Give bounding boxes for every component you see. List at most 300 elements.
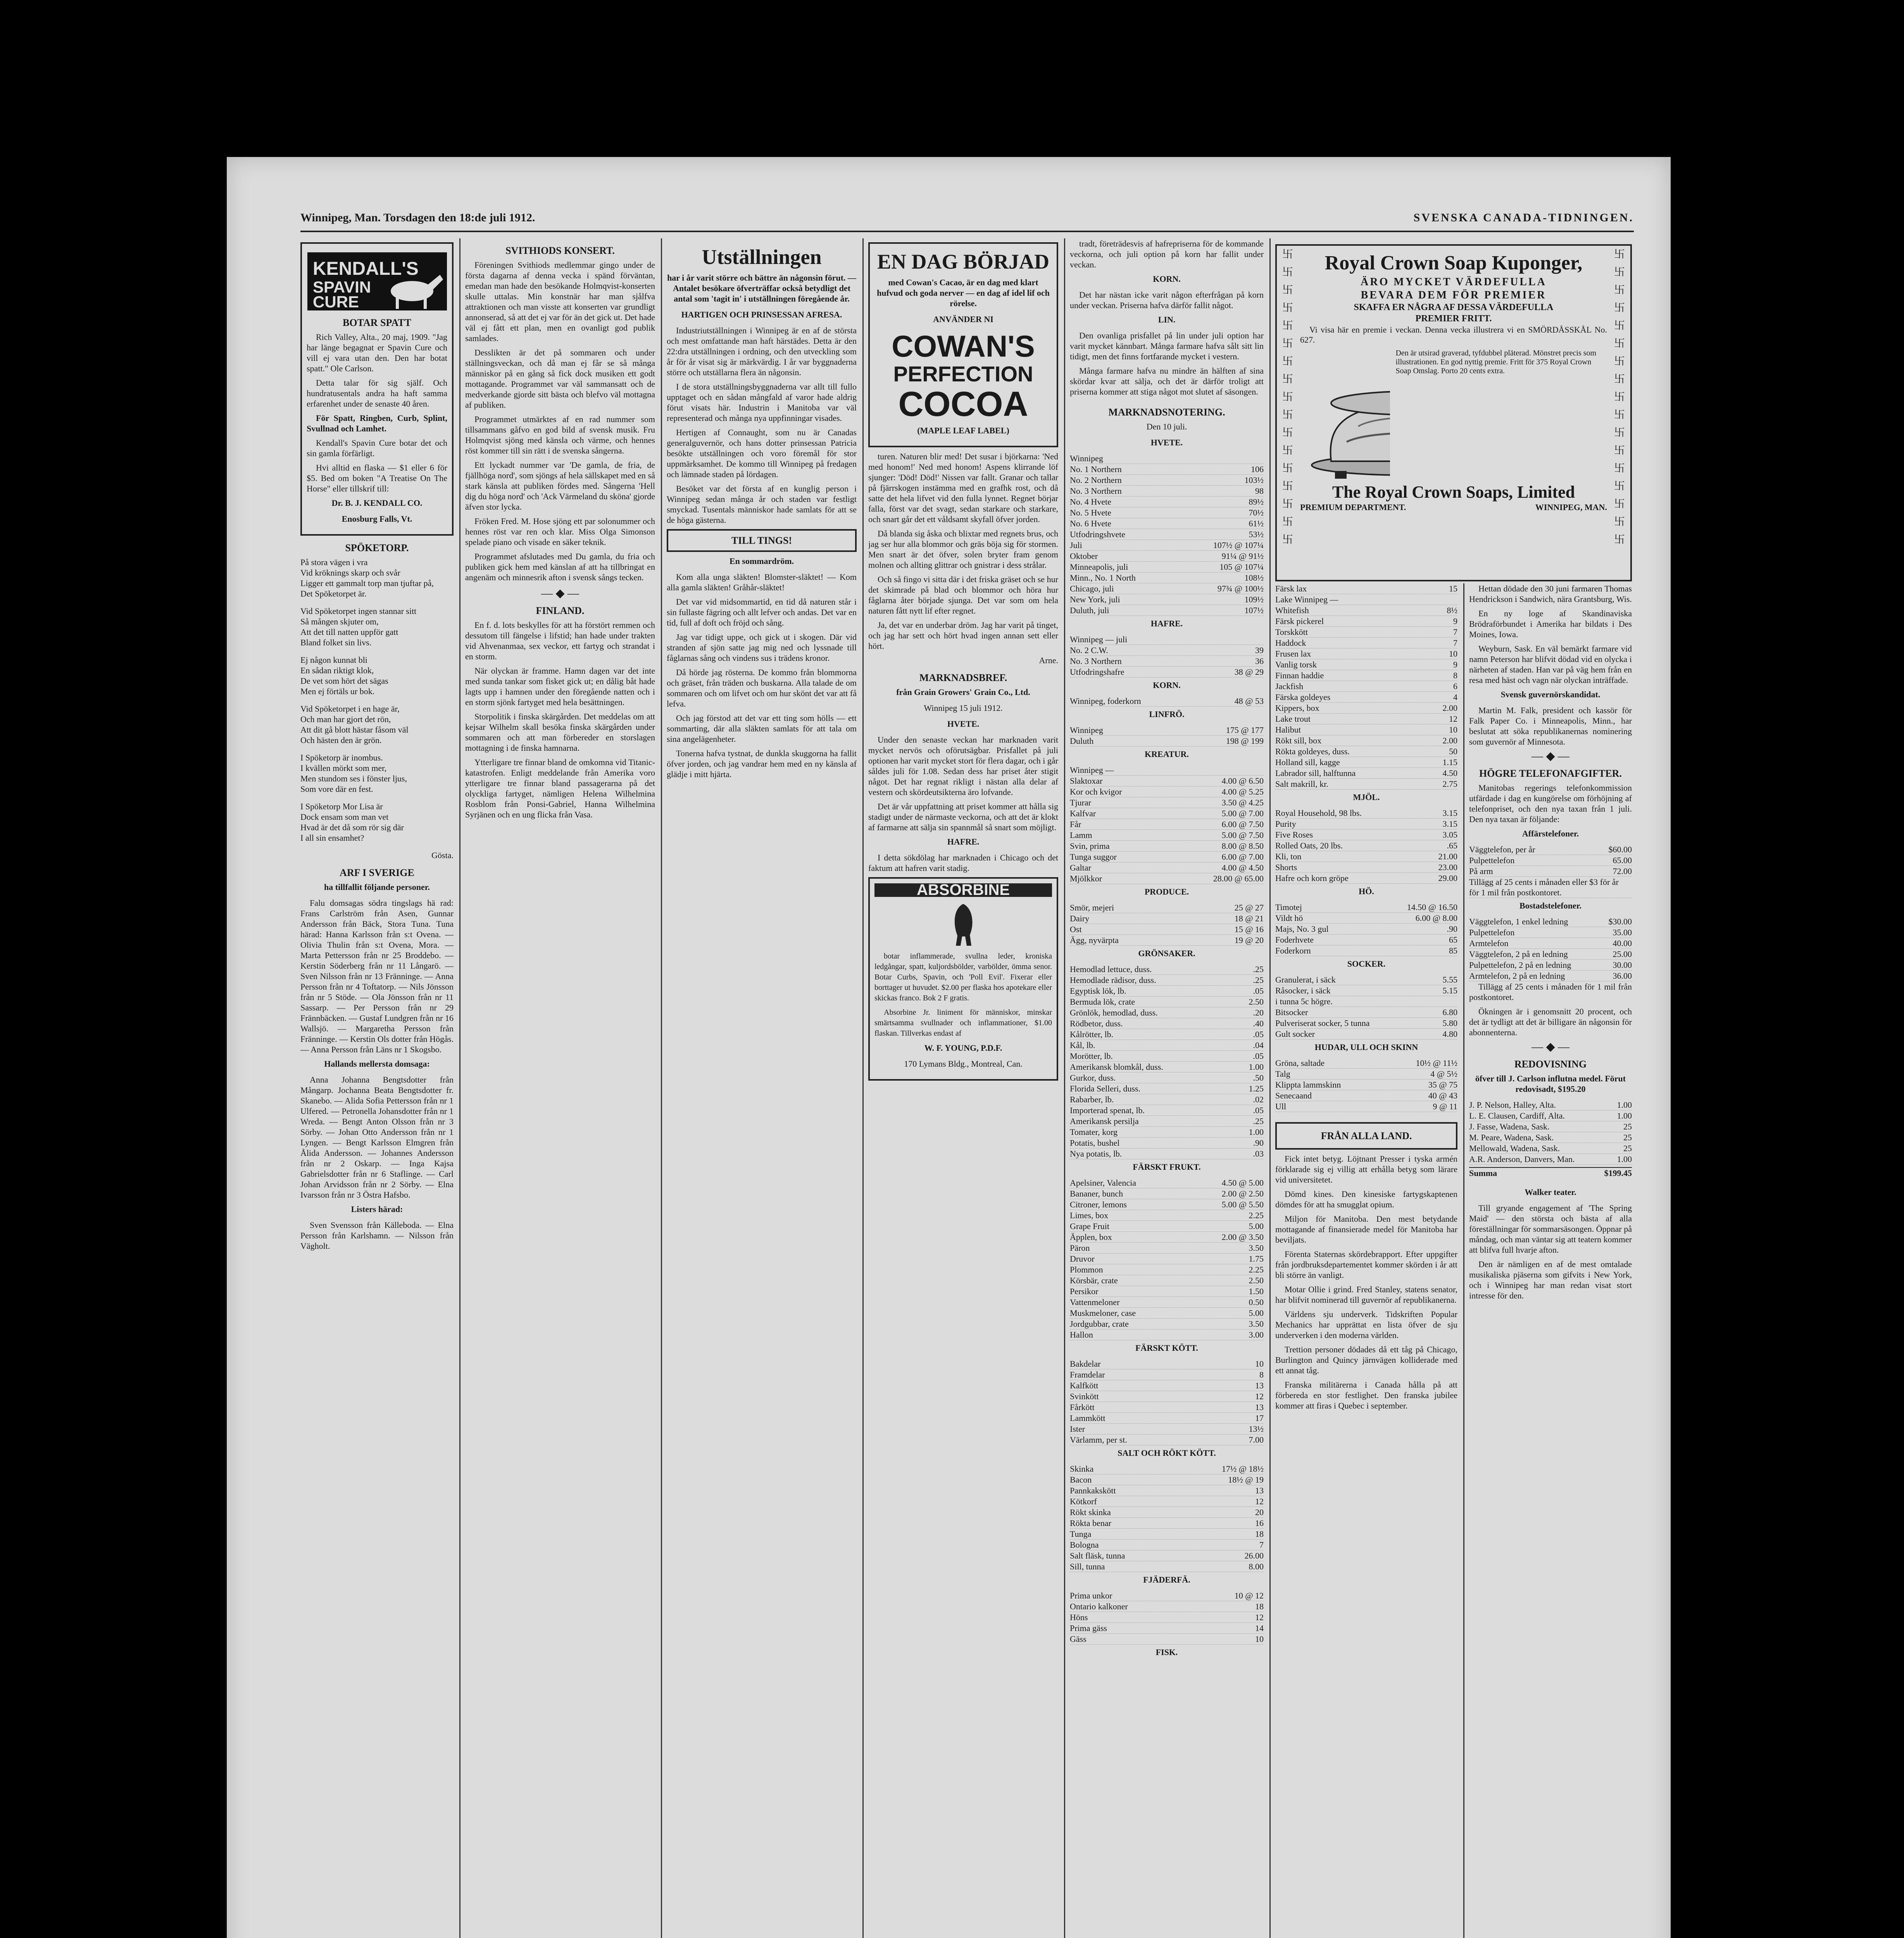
list-row-label: Vanlig torsk [1275, 660, 1317, 669]
list-row-value: 3.00 [1249, 1330, 1264, 1340]
list-row-label: Persikor [1070, 1286, 1099, 1296]
article-paragraph: Under den senaste veckan har marknaden varit mycket nervös och oförutsägbar. Prisfallet på juli optionen har varit mycket stort för flera dagar, och i går såldes juli för 1.08. Sedan dess har priset åter stigit något. Det har regnat rikligt i nästan alla delar af vestern och skördeutsikterna äro lofvande. [868, 735, 1058, 797]
list-row-label: Tunga [1070, 1529, 1092, 1539]
arf-sub: ha tillfallit följande personer. [324, 882, 430, 892]
article-paragraph: Det är vår uppfattning att priset kommer att hålla sig stadigt under de närmaste veckorna, och att det är klokt af farmarne att sälja sin spannmål så snart som möjligt. [868, 802, 1058, 832]
absorbine-company: W. F. YOUNG, P.D.F. [924, 1043, 1002, 1053]
list-row-label: Kippers, box [1275, 703, 1319, 713]
article-paragraph: I detta sökdölag har marknaden i Chicago och det faktum att hafren varit stadig. [868, 853, 1058, 873]
list-row [1070, 1464, 1264, 1474]
list-row-label: L. E. Clausen, Cardiff, Alta. [1469, 1111, 1565, 1121]
list-row-value: 12 [1449, 714, 1457, 724]
list-row-label: Rolled Oats, 20 lbs. [1275, 841, 1343, 850]
list-row-value: 2.00 [1442, 703, 1457, 713]
list-row [1070, 1286, 1264, 1297]
list-row-value: 7 [1259, 1540, 1264, 1550]
list-row-label: i tunna 5c högre. [1275, 997, 1333, 1006]
royal-footer [1300, 502, 1607, 512]
list-row [1275, 935, 1457, 945]
list-row-label: Fårkött [1070, 1402, 1095, 1412]
market-section-title: KORN. [1153, 680, 1181, 690]
list-row-value: 8 [1453, 671, 1457, 680]
list-row-label: Minn., No. 1 North [1070, 573, 1136, 583]
list-row-value: 15 [1449, 584, 1457, 593]
list-row-value: 6.00 @ 7.50 [1221, 819, 1264, 829]
list-row-label: No. 1 Northern [1070, 464, 1122, 474]
list-row [1070, 1413, 1264, 1424]
divider: — ◆ — [1531, 750, 1570, 762]
article-paragraph: Och så fingo vi sitta där i det friska gräset och se hur det skimrade på blad och blommor och höra hur fåglarna åter började sjunga. Det var som om hela naturen fått nytt lif efter regnet. [868, 574, 1058, 616]
list-row [1070, 964, 1264, 975]
list-row-value: 12 [1255, 1612, 1264, 1622]
royal-sub: PREMIER FRITT. [1415, 314, 1492, 324]
list-row-label: På arm [1469, 866, 1493, 876]
list-row-value [1261, 634, 1264, 645]
list-row-label: Höns [1070, 1612, 1088, 1622]
list-row-label: Prima unkor [1070, 1591, 1112, 1600]
list-row-value: 6.00 @ 7.00 [1221, 852, 1264, 862]
list-row-label: Utfodringshvete [1070, 529, 1125, 539]
list-row-value: 25 @ 27 [1234, 903, 1264, 912]
list-row-label: Importerad spenat, lb. [1070, 1105, 1145, 1115]
column-3 [667, 238, 857, 1938]
list-row-label: Svinkött [1070, 1391, 1099, 1401]
royal-sub: BEVARA DEM FÖR PREMIER [1361, 289, 1547, 301]
list-row-value: .05 [1253, 1105, 1264, 1115]
list-row-label: Nya potatis, lb. [1070, 1149, 1122, 1159]
list-row-label: Pannkakskött [1070, 1486, 1116, 1495]
list-row [1070, 453, 1264, 464]
list-row-label: Foderhvete [1275, 935, 1314, 945]
list-row [1469, 866, 1632, 877]
list-row-label: Kalfkött [1070, 1381, 1099, 1390]
list-row-label: Talg [1275, 1069, 1290, 1079]
list-row [1275, 985, 1457, 996]
market-list [1070, 964, 1264, 1159]
list-row-value: 91¼ @ 91½ [1221, 551, 1264, 561]
list-row-value: 4.50 [1442, 768, 1457, 778]
list-row [1275, 1069, 1457, 1079]
list-row-value: 0.50 [1249, 1297, 1264, 1307]
list-row [1070, 1474, 1264, 1485]
poem-stanza: I Spöketorp är inombus. I kvällen mörkt som mer, Men stundom ses i fönster ljus, Som vore där en fest. [300, 753, 407, 794]
market-section-title: HVETE. [1150, 438, 1183, 447]
list-row [1070, 1612, 1264, 1623]
royal-sub: SKAFFA ER NÅGRA AF DESSA VÄRDEFULLA [1354, 302, 1554, 312]
list-row-value: .25 [1253, 1116, 1264, 1126]
list-row-label: J. Fasse, Wadena, Sask. [1469, 1122, 1550, 1131]
list-row [1070, 1253, 1264, 1264]
article-paragraph: Jag var tidigt uppe, och gick ut i skogen. Där vid stranden af sjön satte jag mig ned och lyssnade till fåglarnas sång och vindens sus i trädens kronor. [667, 632, 857, 663]
article-paragraph: Hertigen af Connaught, som nu är Canadas generalguvernör, och hans dotter prinsessan Patricia besökte utställningen och voro föremål för stor uppmärksamhet. De kommo till Winnipeg på fredagen och lämnade staden på lördagen. [667, 428, 857, 479]
list-row-value: 7 [1453, 638, 1457, 648]
list-row-value: 1.50 [1249, 1286, 1264, 1296]
list-row-label: Senecaand [1275, 1091, 1312, 1100]
list-row-value: 14 [1255, 1623, 1264, 1633]
article-paragraph: I de stora utställningsbyggnaderna var allt till fullo upptaget och en sådan mångfald af varor hade aldrig förut visats här. Industrin i Manitoba var väl representerad och många nya uppfinningar visades. [667, 382, 857, 423]
article-paragraph: Det var vid midsommartid, en tid då naturen står i sin fullaste fägring och allt lefver och andas. Det var en tid, full af doft och fröjd och sång. [667, 597, 857, 628]
article-title: REDOVISNING [1514, 1059, 1587, 1070]
list-row [1275, 1101, 1457, 1112]
list-row-value: 9 [1453, 660, 1457, 669]
list-row [1070, 1188, 1264, 1199]
article-signature: Arne. [1039, 655, 1058, 665]
article-subtitle: KORN. [1153, 274, 1181, 284]
list-row-label: Shorts [1275, 862, 1297, 872]
list-row-value: 5.00 [1249, 1308, 1264, 1318]
article-paragraph: Weyburn, Sask. En väl bemärkt farmare vid namn Peterson har blifvit dödad vid en olycka i närheten af staden. Han var på väg hem från en resa med häst och vagn när olyckan inträffade. [1469, 644, 1632, 685]
article-paragraph: Programmet afslutades med Du gamla, du fria och publiken gick hem med känslan af att ha tillbringat en angenäm och minnesrik afton i svensk sångs tecken. [465, 552, 655, 582]
list-row [1070, 1210, 1264, 1221]
list-row [1070, 540, 1264, 551]
list-row-label: Plommon [1070, 1265, 1103, 1274]
column-1 [300, 238, 454, 1938]
list-row-value: .02 [1253, 1095, 1264, 1104]
list-row [1070, 1634, 1264, 1645]
list-row-value: 72.00 [1613, 866, 1632, 876]
market-title: MARKNADSNOTERING. [1108, 407, 1225, 418]
list-row-value: 1.25 [1249, 1084, 1264, 1093]
royal-title: Royal Crown Soap Kuponger, [1325, 252, 1583, 274]
royal-city: WINNIPEG, MAN. [1535, 502, 1607, 512]
list-row-value: 5.00 @ 7.00 [1221, 809, 1264, 818]
list-row-value: .90 [1447, 924, 1457, 934]
list-row-value: .25 [1253, 975, 1264, 985]
list-row-label: Duluth [1070, 736, 1094, 746]
list-row-label: Duluth, juli [1070, 605, 1109, 615]
absorbine-title: ABSORBINE [874, 883, 1052, 897]
list-row-label: Torskkött [1275, 627, 1308, 637]
list-row-value: 3.50 [1249, 1319, 1264, 1329]
list-row [1070, 808, 1264, 819]
article-title: MARKNADSBREF. [919, 672, 1007, 683]
list-row [1070, 1007, 1264, 1018]
list-row [1275, 681, 1457, 692]
column-rule [1064, 238, 1065, 1938]
donation-total [1469, 1167, 1632, 1178]
list-row-value: 65.00 [1613, 855, 1632, 865]
list-row-value: 2.25 [1249, 1265, 1264, 1274]
list-row-label: Florida Selleri, duss. [1070, 1084, 1141, 1093]
market-list [1070, 1359, 1264, 1445]
list-row [1070, 464, 1264, 475]
article-paragraph: Förenta Staternas skördebrapport. Efter uppgifter från jordbruksdepartementet kommer skörden i år att bli större än vanligt. [1275, 1249, 1457, 1280]
article-paragraph: Industriutställningen i Winnipeg är en af de största och mest omfattande man haft härstädes. Detta är den 22:dra utställningen i ordning, och den utveckling som år för år visat sig är märkvärdig. I år var byggnaderna större och utställarna flera än någonsin. [667, 326, 857, 377]
list-row-value: 198 @ 199 [1226, 736, 1264, 746]
list-row [1469, 1100, 1632, 1110]
list-row [1275, 851, 1457, 862]
poem-stanza: Vid Spöketorpet i en hage är, Och man har gjort det rön, Att dit gå blott hästar fåsom väl Och hästen den är grön. [300, 704, 409, 745]
list-row-label: Apelsiner, Valencia [1070, 1178, 1136, 1188]
cowans-uses: ANVÄNDER NI [933, 314, 993, 324]
article-subtitle: HAFRE. [947, 837, 980, 847]
list-row-label: Winnipeg, foderkorn [1070, 696, 1141, 706]
arf-text: Falu domsagas södra tingslags hä rad: Frans Carlström från Asen, Gunnar Andersson från Bäck, Stora Tuna. Tuna härad: Hanna Karlsson från s:t Ovena. — Olivia Thulin från s:t Ovena, Mora. — Marta Pettersson från nr 25 Broddebo. — Kerstin Söderberg från nr 11 Långarö. — Sven Nilsson från nr 13 Fränninge. — Anna Persson från nr 4 Toftatorp. — Nils Jönsson från nr 5 Stöde. — Ola Jönsson från nr 11 Sassarp. — Per Persson från nr 29 Frännbäcken. — Gustaf Lundgren från nr 16 Wallsjö. — Margaretha Persson från Fränninge. — Kerstin Ols dotter från Högås. — Anna Persson från Läns nr 1 Skogsbo. [300, 898, 454, 1054]
list-row [1275, 714, 1457, 724]
list-row-label: Päron [1070, 1243, 1090, 1253]
list-row-label: Bacon [1070, 1475, 1092, 1485]
article-title: SVITHIODS KONSERT. [505, 245, 615, 256]
list-row-label: Salt fläsk, tunna [1070, 1551, 1125, 1560]
list-row-label: Rökta goldeyes, duss. [1275, 747, 1350, 756]
list-row [1275, 605, 1457, 616]
article-subtitle: Walker teater. [1525, 1187, 1576, 1197]
svg-text:KENDALL'S: KENDALL'S [312, 259, 419, 279]
list-row [1070, 1319, 1264, 1329]
list-row [1070, 852, 1264, 862]
list-row-value: 38 @ 29 [1234, 667, 1264, 677]
list-row-value: 16 [1255, 1518, 1264, 1528]
list-row-label: Gult socker [1275, 1029, 1315, 1039]
list-row-label: Kålrötter, lb. [1070, 1029, 1114, 1039]
list-row-value: 107½ @ 107¼ [1213, 540, 1264, 550]
list-row-value: 25 [1623, 1133, 1632, 1142]
list-row [1469, 916, 1632, 927]
list-row-label: M. Peare, Wadena, Sask. [1469, 1133, 1554, 1142]
list-row-value: 97¾ @ 100½ [1217, 584, 1264, 593]
list-row-value: 18 [1255, 1602, 1264, 1611]
market-section-title: FJÄDERFÄ. [1143, 1575, 1190, 1585]
market-section-title: GRÖNSAKER. [1138, 948, 1195, 958]
list-row-value [1455, 996, 1457, 1007]
list-row [1070, 1138, 1264, 1148]
cowans-brand: COCOA [898, 385, 1028, 424]
list-row-label: Hafre och korn gröpe [1275, 873, 1349, 883]
list-row-label: Väggtelefon, per år [1469, 845, 1535, 854]
list-row [1275, 1018, 1457, 1029]
list-row [1469, 1154, 1632, 1165]
list-row [1275, 902, 1457, 913]
list-row [1275, 945, 1457, 956]
list-row [1070, 1329, 1264, 1340]
list-row [1070, 873, 1264, 884]
list-row [1275, 583, 1457, 594]
list-row [1469, 960, 1632, 971]
list-row-label: Tunga suggor [1070, 852, 1117, 862]
list-row-label: Klippta lammskinn [1275, 1080, 1341, 1090]
list-row-value: 6.80 [1442, 1007, 1457, 1017]
list-row [1070, 1297, 1264, 1308]
list-row-label: No. 4 Hvete [1070, 497, 1111, 507]
list-row-label: Framdelar [1070, 1370, 1105, 1379]
list-row [1275, 1058, 1457, 1069]
market-section-title: SOCKER. [1347, 959, 1386, 969]
list-row-value: 48 @ 53 [1234, 696, 1264, 706]
list-row [1469, 844, 1632, 855]
list-row-label: Chicago, juli [1070, 584, 1114, 593]
list-row-label: Oktober [1070, 551, 1098, 561]
list-row-label: Ägg, nyvärpta [1070, 935, 1119, 945]
list-row-value: 18½ @ 19 [1228, 1475, 1264, 1485]
list-row-label: Råsocker, i säck [1275, 986, 1331, 995]
article-subtitle: Affärstelefoner. [1522, 829, 1579, 838]
list-row [1070, 656, 1264, 667]
list-row-value: 5.80 [1442, 1018, 1457, 1028]
list-row [1070, 1051, 1264, 1062]
column-4 [868, 238, 1058, 1938]
list-row-value: 5.00 @ 5.50 [1221, 1200, 1264, 1209]
market-section-title: HUDAR, ULL OCH SKINN [1314, 1042, 1418, 1052]
list-row [1070, 1178, 1264, 1188]
list-row-label: Kor och kvigor [1070, 787, 1122, 797]
list-row [1070, 1094, 1264, 1105]
list-row-label: Minneapolis, juli [1070, 562, 1128, 572]
article-paragraph: Ett lyckadt nummer var 'De gamla, de fria, de fjällhöga nord', som sjöngs af hela sällskapet med en så stark känsla att publiken fördes med. Sångerna 'Hell dig du höga nord' och 'Ack Värmeland du sköna' gjorde äfven stor lycka. [465, 460, 655, 512]
list-row-value: 13½ [1249, 1424, 1264, 1434]
list-row [1275, 768, 1457, 779]
list-row [1070, 1590, 1264, 1601]
list-row-value: 10½ @ 11½ [1416, 1058, 1457, 1068]
list-row-value: 4.80 [1442, 1029, 1457, 1039]
list-row-label: Citroner, lemons [1070, 1200, 1127, 1209]
list-row [1469, 938, 1632, 949]
masthead [300, 207, 1634, 232]
list-row [1070, 572, 1264, 583]
article-subtitle: från Grain Growers' Grain Co., Ltd. [896, 687, 1030, 697]
list-row-label: Ontario kalkoner [1070, 1602, 1128, 1611]
svg-text:SPAVIN: SPAVIN [312, 278, 371, 296]
list-row [1070, 765, 1264, 776]
list-row [1070, 1199, 1264, 1210]
list-row-value: 26.00 [1244, 1551, 1264, 1560]
list-row-value: .05 [1253, 1029, 1264, 1039]
list-row [1070, 529, 1264, 540]
list-row-value: 8 [1259, 1370, 1264, 1379]
list-row [1070, 1359, 1264, 1369]
article-subtitle: Svensk guvernörskandidat. [1500, 690, 1600, 699]
masthead-title: SVENSKA CANADA-TIDNINGEN. [1413, 211, 1634, 224]
list-row [1469, 971, 1632, 981]
list-row [1070, 935, 1264, 946]
list-row [1070, 975, 1264, 986]
article-title: HÖGRE TELEFONAFGIFTER. [1479, 768, 1622, 779]
article-paragraph: Miljon för Manitoba. Den mest betydande mottagande af finansierade medel för Manitoba har beviljats. [1275, 1214, 1457, 1245]
list-row [1275, 670, 1457, 681]
list-row-label: Finnan haddie [1275, 671, 1324, 680]
list-row [1070, 862, 1264, 873]
list-row-label: Majs, No. 3 gul [1275, 924, 1329, 934]
list-row [1070, 1518, 1264, 1529]
market-list [1070, 1590, 1264, 1645]
list-row-label: No. 6 Hvete [1070, 519, 1111, 528]
list-row-label: No. 3 Northern [1070, 486, 1122, 496]
list-row [1275, 616, 1457, 627]
list-row-label: Timotej [1275, 902, 1302, 912]
market-list [1070, 725, 1264, 747]
list-row-label: A.R. Anderson, Danvers, Man. [1469, 1154, 1575, 1164]
absorbine-text: Absorbine Jr. liniment för människor, minskar smärtsamma svullnader och inflammationer, $1.00 flaskan. Tillverkas endast af [874, 1008, 1052, 1038]
list-row [1070, 507, 1264, 518]
list-row [1070, 551, 1264, 562]
list-row-value: 3.15 [1442, 819, 1457, 829]
donation-total-value: $199.45 [1604, 1168, 1632, 1178]
article-paragraph: Tillägg af 25 cents i månaden för 1 mil från postkontoret. [1469, 982, 1632, 1002]
list-row-label: No. 2 C.W. [1070, 645, 1108, 655]
column-rule [661, 238, 662, 1938]
list-row-label: J. P. Nelson, Halley, Alta. [1469, 1100, 1556, 1110]
list-row-value: 25 [1623, 1122, 1632, 1131]
article-paragraph: Storpolitik i finska skärgården. Det meddelas om att kejsar Wilhelm skall besöka finska skärgården under sommaren och att man förbereder en storslagen mottagning i de finska hamnarna. [465, 712, 655, 753]
list-row [1070, 819, 1264, 830]
list-row-value: 108½ [1244, 573, 1264, 583]
list-row-value: .50 [1253, 1073, 1264, 1083]
list-row-label: Väggtelefon, 2 på en ledning [1469, 949, 1568, 959]
list-row-value: .05 [1253, 1051, 1264, 1061]
poem-stanza: Vid Spöketorpet ingen stannar sitt Så mången skjuter om, Att det till natten uppför gatt Bland folket sin livs. [300, 606, 417, 647]
market-section-title: PRODUCE. [1144, 887, 1189, 897]
list-row-value: .03 [1253, 1149, 1264, 1159]
list-row-label: Haddock [1275, 638, 1306, 648]
cowans-brand: PERFECTION [893, 362, 1033, 386]
list-row-label: Rabarber, lb. [1070, 1095, 1114, 1104]
list-row-label: Labrador sill, halftunna [1275, 768, 1356, 778]
list-row-label: Rökt sill, box [1275, 736, 1322, 745]
list-row [1070, 594, 1264, 605]
market-section-title: SALT OCH RÖKT KÖTT. [1118, 1448, 1216, 1458]
article-paragraph: Ökningen är i genomsnitt 20 procent, och det är tydligt att det är billigare än någonsin för abonnenterna. [1469, 1007, 1632, 1037]
list-row-value: .40 [1253, 1019, 1264, 1028]
list-row [1070, 1623, 1264, 1634]
list-row-label: Körsbär, crate [1070, 1276, 1118, 1285]
kendall-letter: Rich Valley, Alta., 20 maj, 1909. "Jag har länge begagnat er Spavin Cure och vill ej vara utan den. Den har botat spatt." Ole Carlson. [307, 332, 447, 373]
newspaper-page [227, 157, 1671, 1938]
list-row [1275, 779, 1457, 790]
list-row [1275, 648, 1457, 659]
royal-company: The Royal Crown Soaps, Limited [1332, 483, 1575, 502]
list-row-value: 6 [1453, 681, 1457, 691]
list-row-value [1455, 594, 1457, 605]
article-paragraph: Fick intet betyg. Löjtnant Presser i tyska armén förklarade sig ej villig att erhålla betyg som lärare vid universitetet. [1275, 1154, 1457, 1185]
list-row-value: 17 [1255, 1413, 1264, 1423]
article-title: TILL TINGS! [731, 535, 792, 546]
tilltings-box [667, 529, 857, 552]
list-row-label: Purity [1275, 819, 1296, 829]
list-row-label: Utfodringshafre [1070, 667, 1124, 677]
list-row-label: Tillägg af 25 cents i månaden eller $3 för år för 1 mil från postkontoret. [1469, 877, 1619, 897]
list-row [1070, 797, 1264, 808]
list-row-label: Får [1070, 819, 1081, 829]
list-row-value: 6.00 @ 8.00 [1415, 913, 1457, 923]
list-row-label: Hemodlade rädisor, duss. [1070, 975, 1156, 985]
donation-list [1469, 1100, 1632, 1165]
article-paragraph: turen. Naturen blir med! Det susar i björkarna: 'Ned med honom!' Ned med honom! Aspens klirrande löf sjunger: 'Död! Död!' Nissen var fallt. Granar och tallar på fjärrskogen instämma med en grafhk rost, och då satte det hela lifvet vid den fulla lynnet. Regnet börjar falla, först var det svagt, sedan starkare och starkare, och snart går det ett våldsamt skyfall öfver jorden. [868, 452, 1058, 524]
article-subtitle: har i år varit större och bättre än någonsin förut. — Antalet besökare öfverträffar också betydligt det antal som 'tagit in' i utställningen föregående år. [667, 273, 856, 303]
kendall-text: Hvi alltid en flaska — $1 eller 6 för $5. Bed om boken "A Treatise On The Horse" eller tillskrif till: [307, 463, 447, 493]
list-row [1070, 1308, 1264, 1319]
list-row-label: Bermuda lök, crate [1070, 997, 1135, 1007]
list-row-value: .05 [1253, 986, 1264, 996]
list-row-label: Ister [1070, 1424, 1085, 1434]
list-row-value: 2.00 @ 2.50 [1221, 1189, 1264, 1198]
list-row [1070, 1105, 1264, 1116]
list-row-value: .65 [1447, 841, 1457, 850]
list-row [1070, 1264, 1264, 1275]
market-list [1275, 974, 1457, 1040]
list-row-label: Lake Winnipeg — [1275, 595, 1338, 604]
list-row-value: 7.00 [1249, 1435, 1264, 1445]
list-row-value: 85 [1449, 946, 1457, 955]
list-row-label: Pulpettelefon [1469, 855, 1515, 865]
list-row-label: Winnipeg [1070, 453, 1103, 463]
article-paragraph: En ny loge af Skandinaviska Brödraförbundet i Amerika har bildats i Des Moines, Iowa. [1469, 609, 1632, 639]
ornament-border: 卐 卐 卐 卐 卐 卐 卐 卐 卐 卐 卐 卐 卐 卐 卐 卐 卐 [1282, 248, 1293, 546]
fran-alla-box [1275, 1122, 1457, 1150]
arf-subtitle: Hallands mellersta domsaga: [324, 1059, 430, 1069]
cowans-label: (MAPLE LEAF LABEL) [917, 426, 1009, 435]
article-subtitle: HVETE. [947, 719, 980, 729]
list-row-value: 29.00 [1438, 873, 1457, 883]
list-row [1469, 1143, 1632, 1154]
